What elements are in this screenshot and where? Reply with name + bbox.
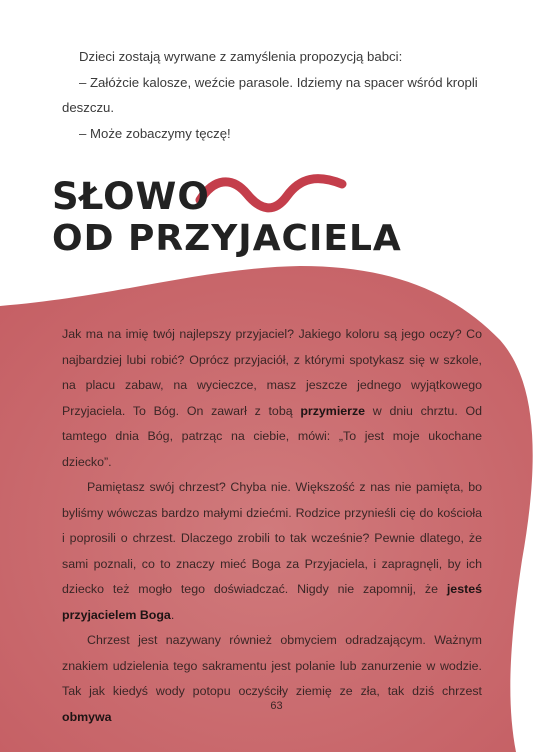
- intro-dialogue: – Może zobaczymy tęczę!: [79, 125, 231, 141]
- bold-term: obmywa: [62, 709, 112, 724]
- text-run: .: [170, 607, 175, 622]
- section-title: [52, 176, 402, 260]
- intro-dialogue: – Załóżcie kalosze, weźcie parasole. Idziemy na spacer wśród kropli deszczu.: [62, 74, 478, 115]
- page-number: 63: [270, 700, 283, 712]
- body-text: [62, 322, 482, 730]
- bold-term: przymierze: [300, 403, 366, 418]
- text-run: Chrzest jest nazywany również obmyciem odradzającym. Ważnym znakiem udzielenia tego sakramentu jest polanie lub zanurzenie w wodzie. Tak jak kiedyś wody potopu oczyściły ziemię ze zła, tak dziś chrzest: [62, 633, 482, 698]
- title-line-2: OD PRZYJACIELA: [52, 218, 402, 259]
- paragraph-3: [62, 628, 482, 730]
- paragraph-1: [62, 322, 482, 475]
- intro-line: Dzieci zostają wyrwane z zamyślenia propozycją babci:: [79, 49, 403, 64]
- text-run: w dniu chrztu. Od tamtego dnia Bóg, patrząc na ciebie, mówi: „To jest moje ukochane dziecko”.: [62, 403, 483, 469]
- text-run: Pamiętasz swój chrzest? Chyba nie. Większość z nas nie pamięta, bo byliśmy wówczas bardzo małymi dziećmi. Rodzice przynieśli cię do kościoła i poprosili o chrzest. Dlaczego zrobili to tak wcześnie? Pewnie dlatego, że sami poznali, co to znaczy mieć Boga za Przyjaciela, i zapragnęli, by ich dziecko też mogło tego doświadczać. Nigdy nie zapomnij, że: [62, 480, 482, 596]
- bold-term: jesteś przyjacielem Boga: [62, 582, 482, 622]
- paragraph-2: [62, 475, 482, 628]
- title-line-1: SŁOWO: [52, 175, 210, 218]
- text-run: Jak ma na imię twój najlepszy przyjaciel? Jakiego koloru są jego oczy? Co najbardziej lubi robić? Oprócz przyjaciół, z którymi spotykasz się w szkole, na placu zabaw, na wycieczce, masz jeszcze jednego wyjątkowego Przyjaciela. To Bóg. On zawarł z tobą: [62, 327, 482, 418]
